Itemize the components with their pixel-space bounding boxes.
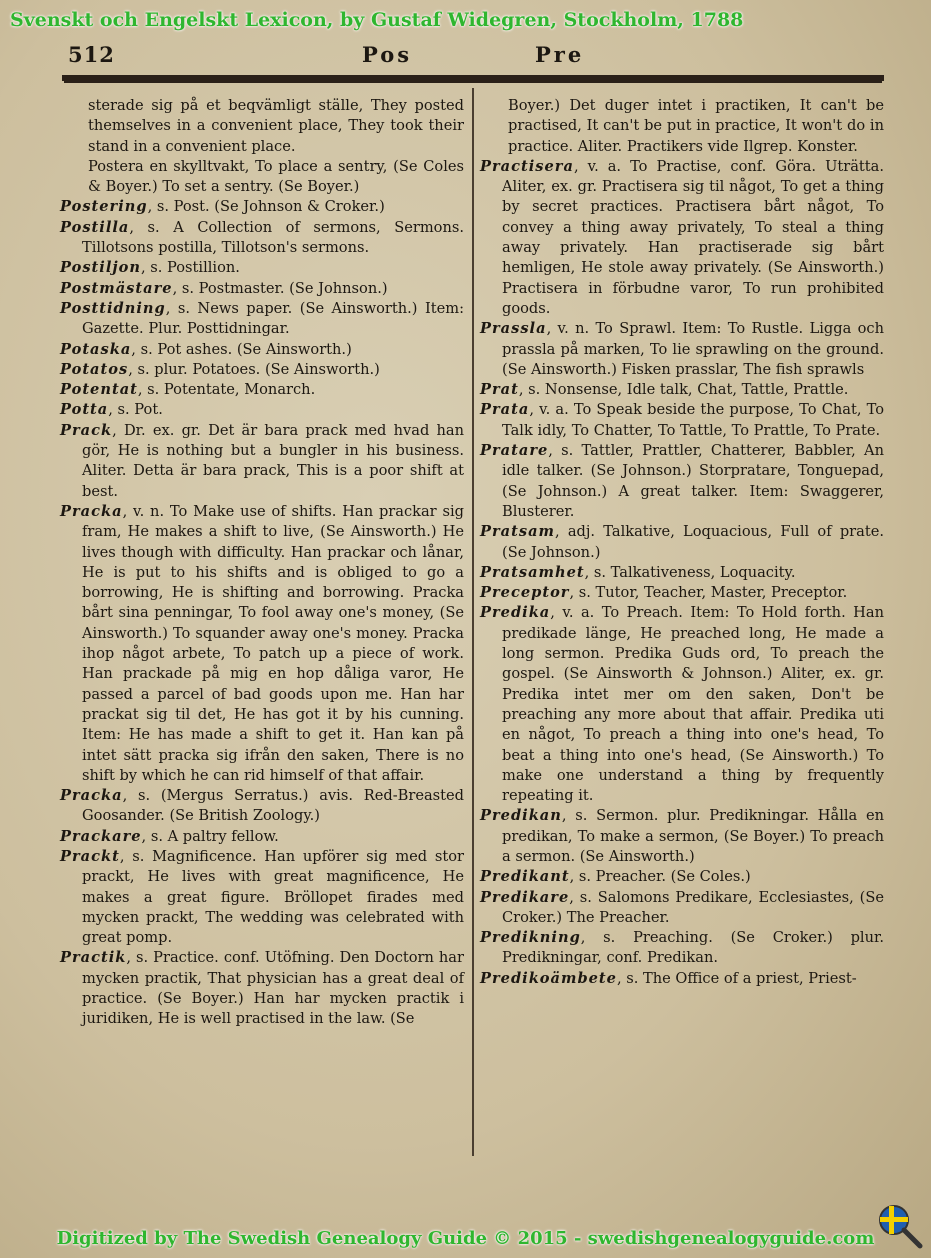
magnifier-sweden-flag-icon [876, 1202, 926, 1252]
headword: Potatos [60, 360, 129, 378]
headword: Pracka [60, 787, 123, 805]
headword: Potaska [60, 340, 132, 358]
entry: Prassla, v. n. To Sprawl. Item: To Rustle. Ligga och prassla på marken, To lie sprawling on the ground. (Se Ainsworth.) Fisken prasslar, The fish sprawls [480, 320, 884, 378]
headword: Potentat [60, 381, 138, 399]
entry: Pratsamhet, s. Talkativeness, Loquacity. [480, 563, 796, 581]
entry: Predikan, s. Sermon. plur. Predikningar. Hålla en predikan, To make a sermon, (Se Boyer.) To preach a sermon. (Se Ainsworth.) [480, 807, 884, 865]
left-column [60, 96, 464, 1030]
entry: Postiljon, s. Postillion. [60, 259, 240, 277]
right-column [480, 96, 884, 989]
entry: Pracka, v. n. To Make use of shifts. Han prackar sig fram, He makes a shift to live, (Se Ainsworth.) He lives though with difficulty. Han prackar och lånar, He is put to his shifts and is obliged to go a borrowing, He is shifting and borrowing. Pracka bårt sina penningar, To fool away one's money, (Se Ainsworth.) To squander away one's money. Pracka ihop något arbete, To patch up a piece of work. Han prackade på mig en hop dåliga varor, He passed a parcel of bad goods upon me. Han har prackat sig til det, He has got it by his cunning. Item: He has made a shift to get it. Han kan på intet sätt pracka sig ifrån den saken, There is no shift by which he can rid himself of that affair. [60, 502, 464, 784]
headword: Pratare [480, 442, 549, 460]
page-header [60, 42, 890, 68]
entry: Postering, s. Post. (Se Johnson & Croker.) [60, 198, 385, 216]
headword: Predikare [480, 888, 570, 906]
entry: Postmästare, s. Postmaster. (Se Johnson.) [60, 279, 388, 297]
entry: Potta, s. Pot. [60, 401, 163, 419]
entry: Potaska, s. Pot ashes. (Se Ainsworth.) [60, 340, 352, 358]
headword: Pratsamhet [480, 563, 585, 581]
entry: Potentat, s. Potentate, Monarch. [60, 381, 316, 399]
entry: Pratsam, adj. Talkative, Loquacious, Full of prate. (Se Johnson.) [480, 523, 884, 561]
entry: Predikare, s. Salomons Predikare, Ecclesiastes, (Se Croker.) The Preacher. [480, 888, 884, 926]
banner-title: Svenskt och Engelskt Lexicon, by Gustaf Widegren, Stockholm, 1788 [10, 9, 744, 31]
headword: Prassla [480, 320, 547, 338]
header-rule [62, 75, 884, 81]
headword: Predikning [480, 929, 581, 947]
running-head-left: Pos [362, 42, 413, 67]
entry: Prata, v. a. To Speak beside the purpose, To Chat, To Talk idly, To Chatter, To Tattle, To Prattle, To Prate. [480, 401, 884, 439]
headword: Prata [480, 401, 530, 419]
entry: Preceptor, s. Tutor, Teacher, Master, Preceptor. [480, 584, 848, 602]
headword: Predikant [480, 868, 570, 886]
headword: Pratsam [480, 523, 555, 541]
entry: Predikning, s. Preaching. (Se Croker.) plur. Predikningar, conf. Predikan. [480, 929, 884, 967]
entry: Prackt, s. Magnificence. Han upförer sig med stor prackt, He lives with great magnificence, He makes a great figure. Bröllopet firades med mycken prackt, The wedding was celebrated with great pomp. [60, 847, 464, 947]
footer-credit: Digitized by The Swedish Genealogy Guide © 2015 - swedishgenealogyguide.com [56, 1228, 875, 1249]
entry: Postilla, s. A Collection of sermons, Sermons. Tillotsons postilla, Tillotson's sermons. [60, 218, 464, 257]
entry: Posttidning, s. News paper. (Se Ainsworth.) Item: Gazette. Plur. Posttidningar. [60, 299, 464, 338]
headword: Predika [480, 604, 551, 622]
entry: Prat, s. Nonsense, Idle talk, Chat, Tattle, Prattle. [480, 381, 849, 399]
entry: Pratare, s. Tattler, Prattler, Chatterer, Babbler, An idle talker. (Se Johnson.) Storpratare, Tonguepad, (Se Johnson.) A great talker. Item: Swaggerer, Blusterer. [480, 442, 884, 520]
headword: Predikoämbete [480, 969, 617, 987]
headword: Practisera [480, 157, 574, 175]
headword: Prat [480, 381, 519, 399]
headword: Postilla [60, 218, 130, 236]
entry: Prack, Dr. ex. gr. Det är bara prack med hvad han gör, He is nothing but a bungler in his business. Aliter. Detta är bara prack, This is a poor shift at best. [60, 421, 464, 500]
headword: Postmästare [60, 279, 173, 297]
headword: Prackt [60, 847, 120, 865]
headword: Postering [60, 198, 148, 216]
headword: Pracka [60, 502, 123, 520]
entry: Predikant, s. Preacher. (Se Coles.) [480, 868, 751, 886]
column-divider [472, 88, 474, 1156]
headword: Prack [60, 421, 113, 439]
headword: Predikan [480, 807, 562, 825]
entry: Pracka, s. (Mergus Serratus.) avis. Red-Breasted Goosander. (Se British Zoology.) [60, 787, 464, 825]
entry: Potatos, s. plur. Potatoes. (Se Ainsworth.) [60, 360, 380, 378]
entry: sterade sig på et beqvämligt ställe, They posted themselves in a convenient place, They took their stand in a convenient place. [88, 97, 464, 155]
entry: Predikoämbete, s. The Office of a priest, Priest- [480, 969, 857, 987]
page-number: 512 [68, 42, 115, 67]
entry: Predika, v. a. To Preach. Item: To Hold forth. Han predikade länge, He preached long, He made a long sermon. Predika Guds ord, To preach the gospel. (Se Ainsworth & Johnson.) Aliter, ex. gr. Predika intet mer om den saken, Don't be preaching any more about that affair. Predika uti en något, To preach a thing into one's head, To beat a thing into one's head, (Se Ainsworth.) To make one understand a thing by frequently repeating it. [480, 604, 884, 805]
headword: Potta [60, 401, 109, 419]
headword: Prackare [60, 827, 142, 845]
entry: Practisera, v. a. To Practise, conf. Göra. Uträtta. Aliter, ex. gr. Practisera sig til något, To get a thing by secret practices. Practisera bårt något, To convey a thing away privately, To steal a thing away privately. Han practiserade sig bårt hemligen, He stole away privately. (Se Ainsworth.) Practisera in förbudne varor, To run prohibited goods. [480, 157, 884, 317]
entry: Postera en skylltvakt, To place a sentry, (Se Coles & Boyer.) To set a sentry. (Se Boyer.) [88, 157, 464, 196]
headword: Preceptor [480, 584, 570, 602]
entry: Practik, s. Practice. conf. Utöfning. Den Doctorn har mycken practik, That physician has a great deal of practice. (Se Boyer.) Han har mycken practik i juridiken, He is well practised in the law. (Se [60, 949, 464, 1028]
entry: Boyer.) Det duger intet i practiken, It can't be practised, It can't be put in practice, It won't do in practice. Aliter. Practikers vide Ilgrep. Konster. [508, 97, 884, 155]
headword: Posttidning [60, 299, 166, 317]
running-head-right: Pre [535, 42, 585, 67]
entry: Prackare, s. A paltry fellow. [60, 827, 279, 845]
headword: Postiljon [60, 259, 141, 277]
headword: Practik [60, 949, 127, 967]
